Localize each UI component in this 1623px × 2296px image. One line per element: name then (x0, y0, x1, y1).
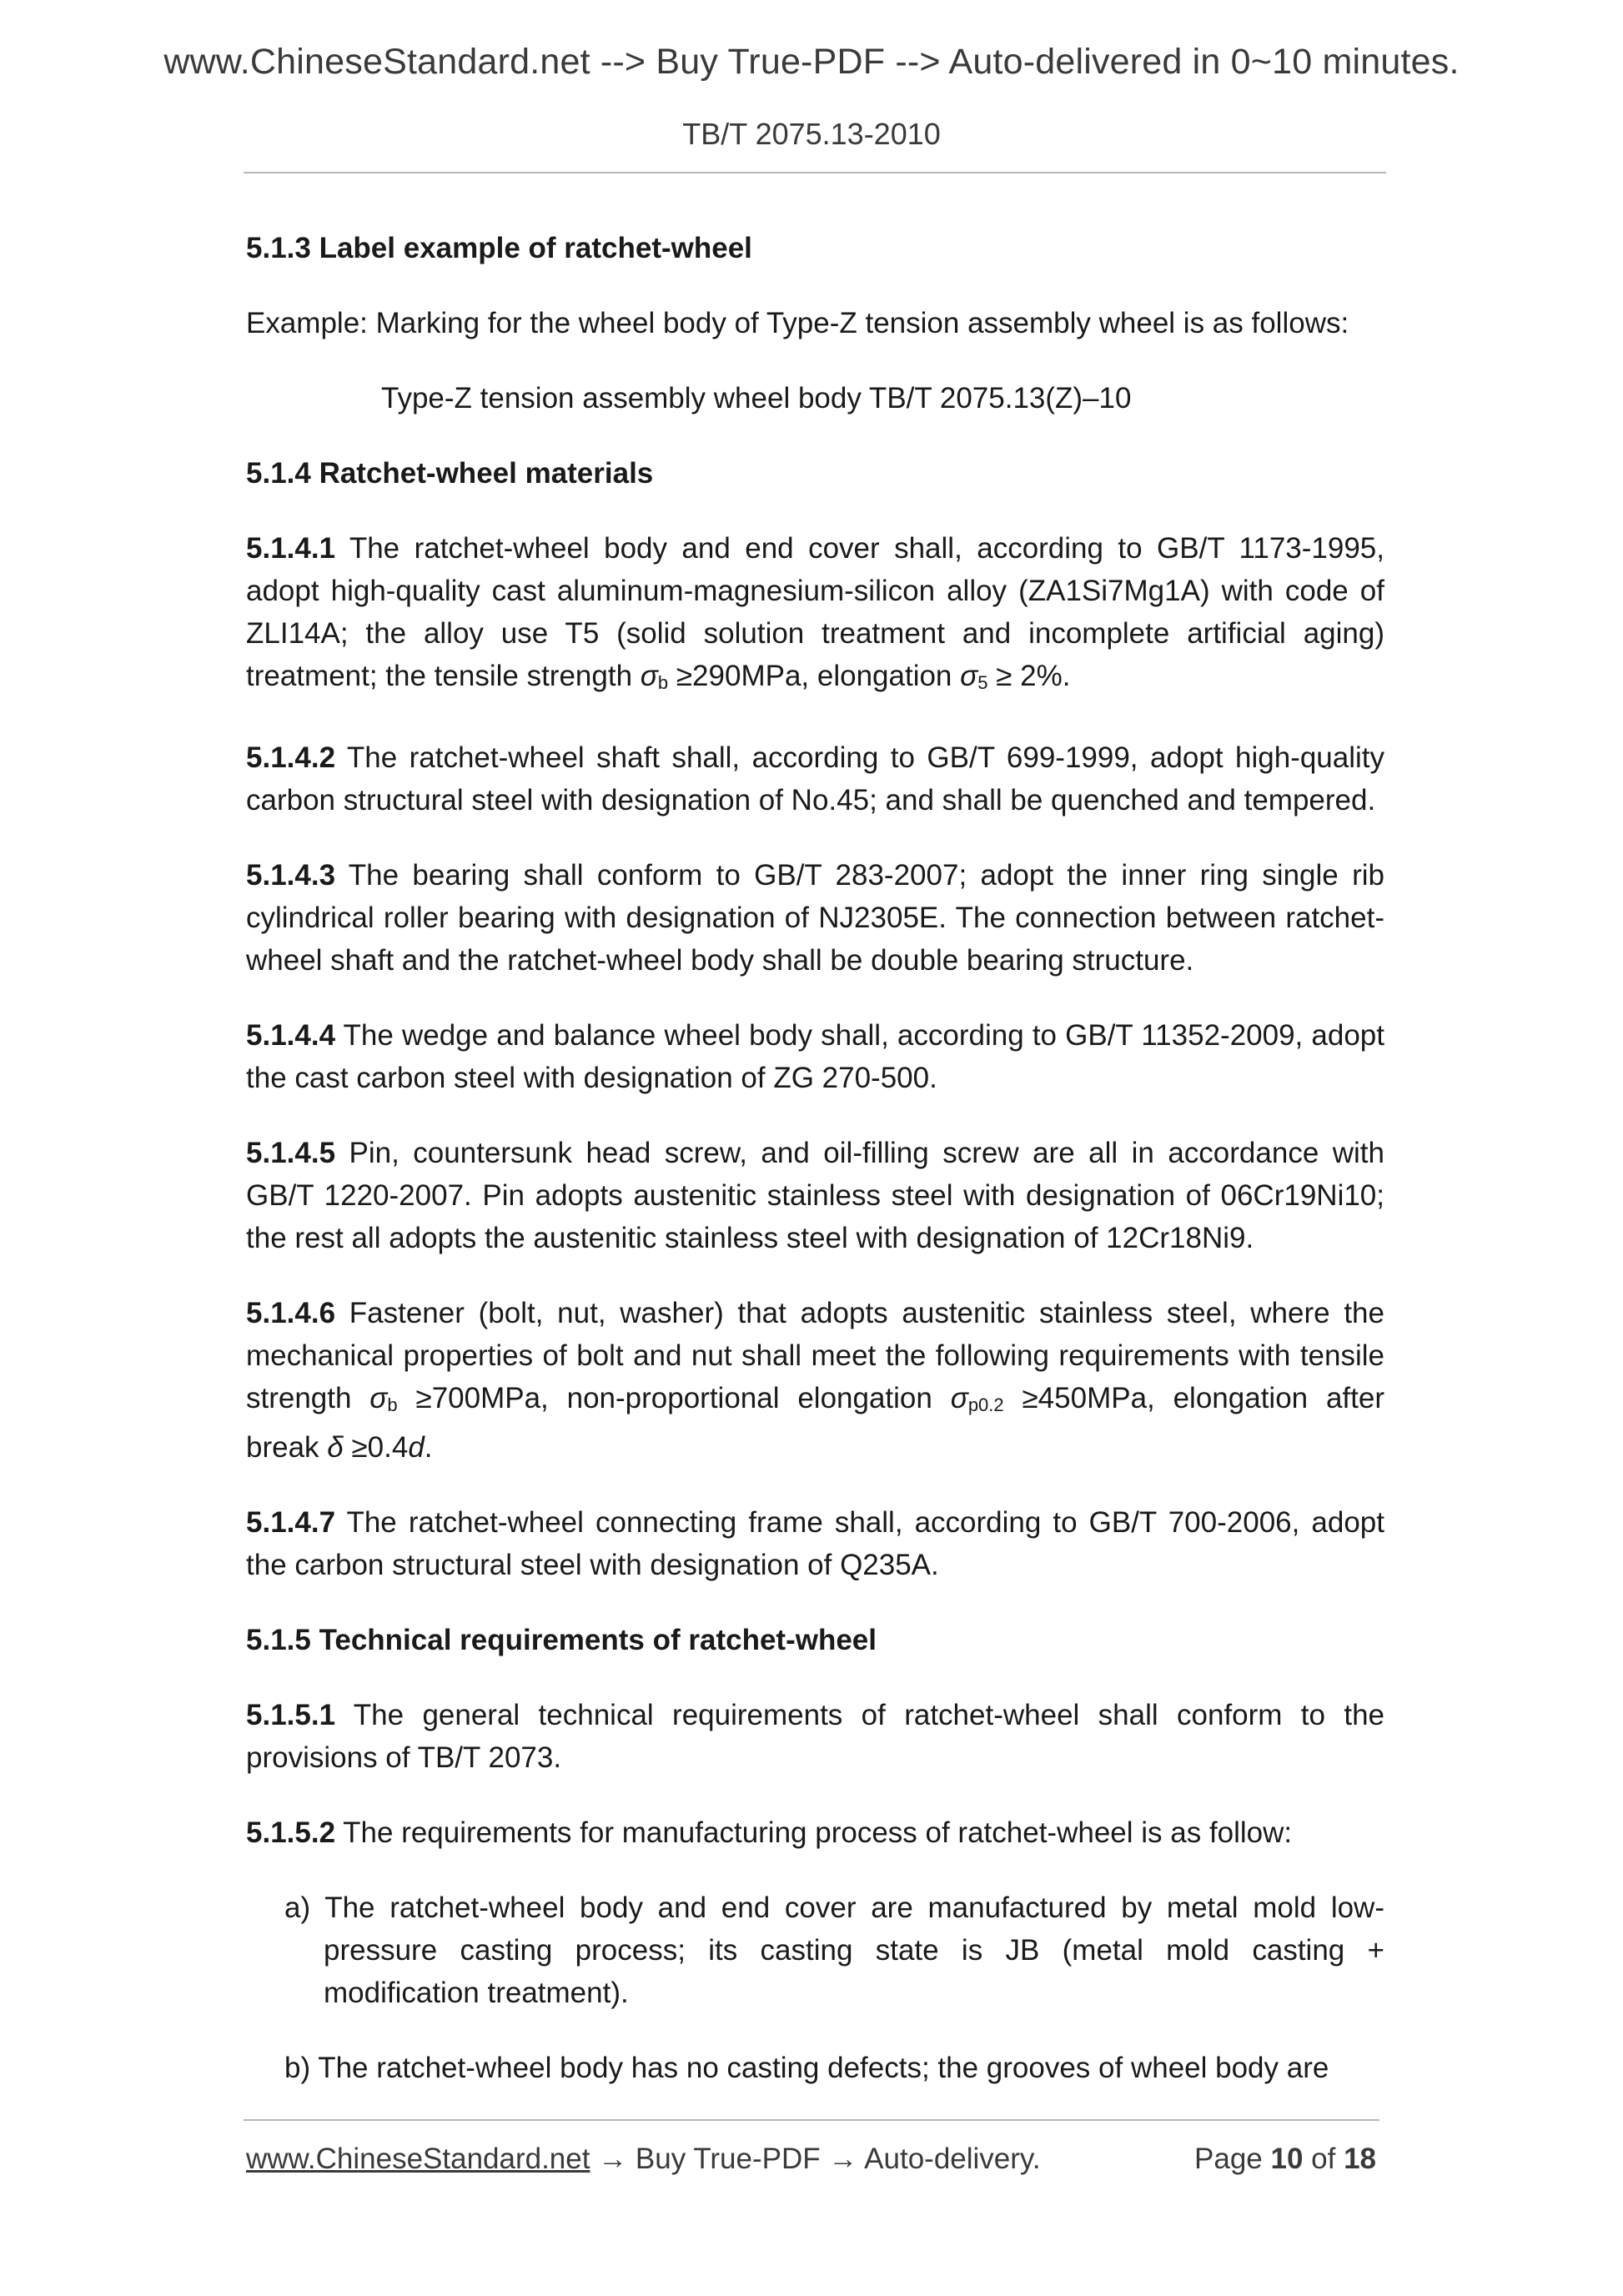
clause-number: 5.1.4.1 (246, 532, 336, 565)
subscript: b (387, 1394, 398, 1415)
clause-text: The wedge and balance wheel body shall, according to GB/T 11352-2009, adopt the cast carbon steel with designation of ZG 270-500. (246, 1019, 1384, 1094)
footer-rule (244, 2119, 1379, 2121)
clause-5-1-4-1 (246, 527, 1384, 704)
of-label: of (1303, 2143, 1344, 2175)
clause-number: 5.1.4.4 (246, 1019, 336, 1052)
clause-5-1-4-7 (246, 1501, 1384, 1586)
sigma-symbol: σ (950, 1382, 968, 1414)
subscript: p0.2 (967, 1394, 1004, 1415)
sigma-symbol: σ (960, 660, 978, 692)
example-paragraph: Example: Marking for the wheel body of Type-Z tension assembly wheel is as follows: (246, 307, 1349, 339)
clause-5-1-4-5 (246, 1132, 1384, 1259)
clause-text: The ratchet-wheel body and end cover shall, according to GB/T 1173-1995, adopt high-quality cast aluminum-magnesium-silicon alloy (ZA1Si7Mg1A) with code of ZLI14A; the alloy use T5 (solid solution treatment and incomplete artificial aging) treatment; the tensile strength (246, 532, 1384, 692)
footer-site-link[interactable]: www.ChineseStandard.net (246, 2143, 590, 2175)
delta-symbol: δ (327, 1431, 344, 1464)
clause-text: ≥290MPa, elongation (668, 660, 961, 692)
clause-text: ≥0.4 (343, 1431, 409, 1464)
subscript: b (657, 672, 669, 693)
clause-text: The general technical requirements of ratchet-wheel shall conform to the provisions of TB/T 2073. (246, 1699, 1384, 1774)
clause-text: Pin, countersunk head screw, and oil-filling screw are all in accordance with GB/T 1220-2007. Pin adopts austenitic stainless steel with designation of 06Cr19Ni10; the rest all adopts the austenitic stainless steel with designation of 12Cr18Ni9. (246, 1137, 1384, 1254)
subscript: 5 (977, 672, 988, 693)
clause-number: 5.1.5.2 (246, 1816, 336, 1849)
clause-5-1-5-1 (246, 1694, 1384, 1779)
footer (246, 2143, 1376, 2176)
section-heading-5-1-4: 5.1.4 Ratchet-wheel materials (246, 457, 654, 490)
section-heading-5-1-3: 5.1.3 Label example of ratchet-wheel (246, 232, 752, 264)
page-body (246, 227, 1384, 2122)
clause-text: The ratchet-wheel connecting frame shall, according to GB/T 700-2006, adopt the carbon structural steel with designation of Q235A. (246, 1506, 1384, 1581)
sigma-symbol: σ (640, 660, 658, 692)
sigma-symbol: σ (369, 1382, 388, 1414)
list-item-b: b) The ratchet-wheel body has no casting defects; the grooves of wheel body are (284, 2052, 1329, 2084)
header-rule (244, 172, 1386, 173)
clause-number: 5.1.4.3 (246, 859, 336, 892)
clause-text: Fastener (bolt, nut, washer) that adopts austenitic stainless steel, where the mechanical properties of bolt and nut shall meet the following requirements with tensile strength (246, 1297, 1384, 1414)
footer-text: → Buy True-PDF → Auto-delivery. (590, 2143, 1041, 2175)
document-code: TB/T 2075.13-2010 (682, 117, 941, 151)
page-indicator (1194, 2143, 1376, 2176)
page-number: 10 (1270, 2143, 1304, 2175)
page-label: Page (1194, 2143, 1271, 2175)
clause-5-1-4-4 (246, 1014, 1384, 1099)
marking-example: Type-Z tension assembly wheel body TB/T 2075.13(Z)–10 (381, 382, 1132, 414)
clause-5-1-4-3 (246, 854, 1384, 982)
clause-number: 5.1.4.5 (246, 1137, 336, 1169)
page-total: 18 (1344, 2143, 1376, 2175)
clause-5-1-5-2 (246, 1811, 1384, 1854)
clause-5-1-4-6 (246, 1292, 1384, 1469)
clause-text: The ratchet-wheel shaft shall, according to GB/T 699-1999, adopt high-quality carbon structural steel with designation of No.45; and shall be quenched and tempered. (246, 741, 1384, 816)
clause-text: . (424, 1431, 433, 1464)
clause-text: The bearing shall conform to GB/T 283-2007; adopt the inner ring single rib cylindrical roller bearing with designation of NJ2305E. The connection between ratchet-wheel shaft and the ratchet-wheel body shall be double bearing structure. (246, 859, 1384, 977)
clause-number: 5.1.4.6 (246, 1297, 336, 1329)
clause-text: ≥ 2%. (987, 660, 1071, 692)
clause-number: 5.1.4.7 (246, 1506, 336, 1539)
d-symbol: d (408, 1431, 425, 1464)
list-item-a: a) The ratchet-wheel body and end cover are manufactured by metal mold low-pressure casting process; its casting state is JB (metal mold casting + modification treatment). (284, 1892, 1384, 2009)
clause-5-1-4-2 (246, 736, 1384, 821)
clause-text: ≥700MPa, non-proportional elongation (397, 1382, 951, 1414)
clause-number: 5.1.4.2 (246, 741, 336, 774)
clause-text: ≥450MPa, elongation after break (246, 1382, 1384, 1464)
section-heading-5-1-5: 5.1.5 Technical requirements of ratchet-wheel (246, 1624, 877, 1656)
clause-number: 5.1.5.1 (246, 1699, 336, 1731)
clause-text: The requirements for manufacturing process of ratchet-wheel is as follow: (335, 1816, 1293, 1849)
top-banner[interactable]: www.ChineseStandard.net --> Buy True-PDF --> Auto-delivered in 0~10 minutes. (163, 42, 1460, 82)
